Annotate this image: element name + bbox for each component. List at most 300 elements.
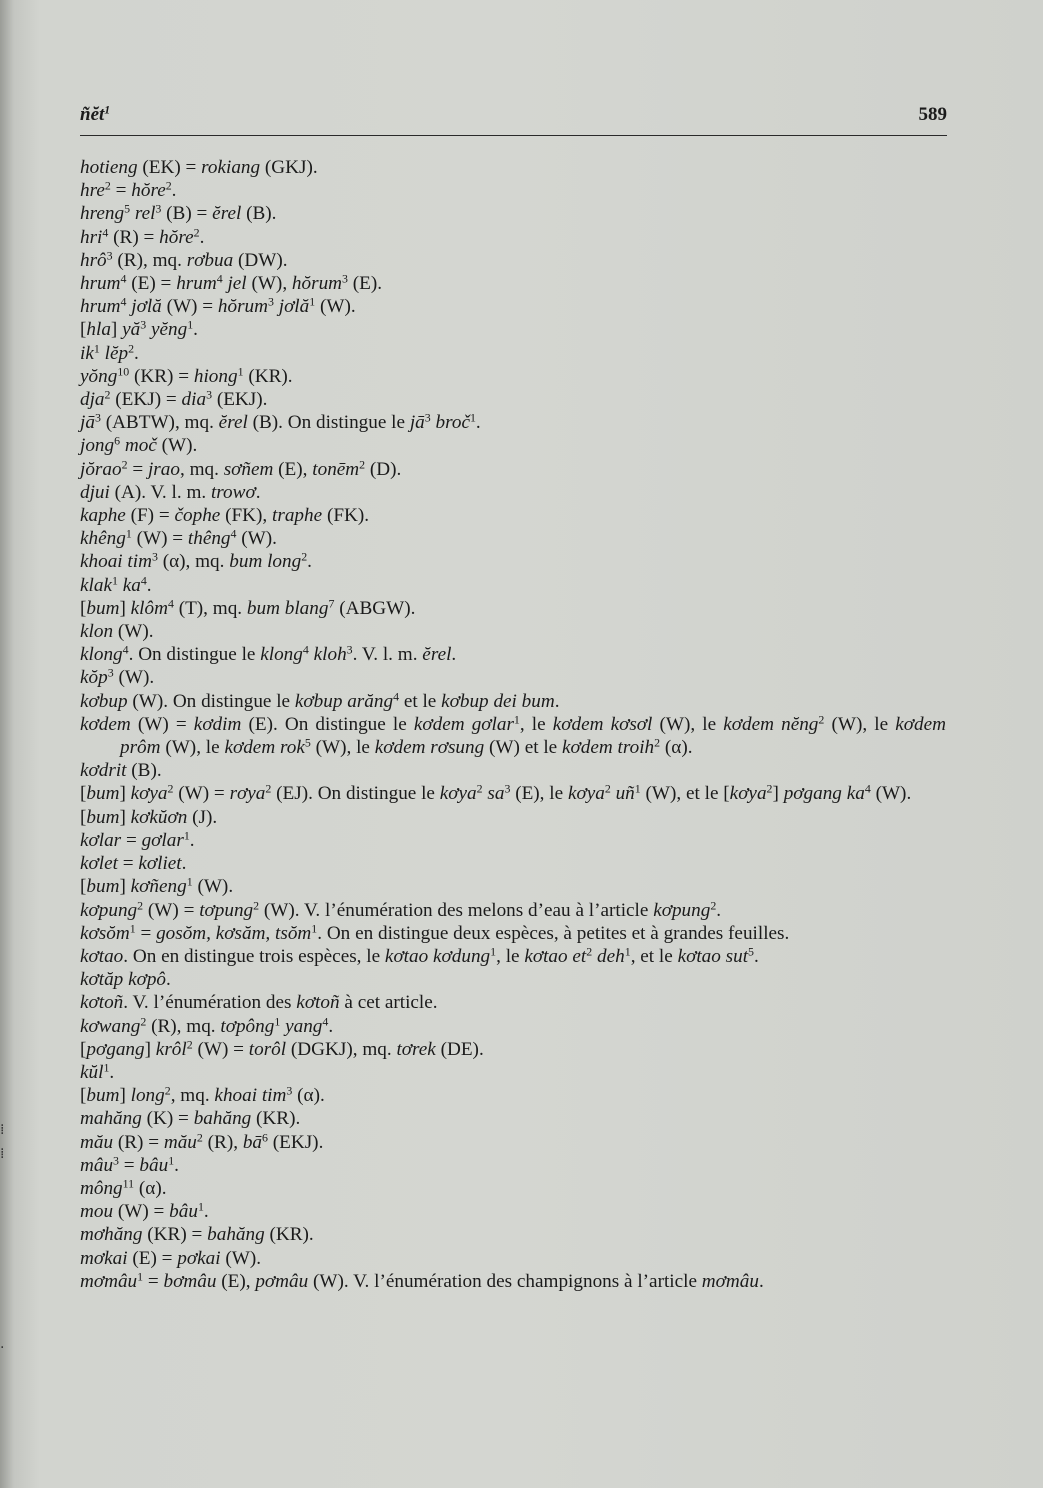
homonym-number: 3 bbox=[267, 294, 274, 309]
entry-term: kơya bbox=[729, 783, 767, 805]
entry-term: rơbua bbox=[186, 249, 234, 271]
entry-text: (A). V. l. m. bbox=[109, 481, 211, 503]
entry-text: (E), bbox=[216, 1270, 256, 1292]
homonym-number: 4 bbox=[322, 1013, 329, 1028]
entry-term: kơbup bbox=[80, 690, 128, 712]
entry-term: bum long bbox=[229, 551, 302, 573]
homonym-number: 2 bbox=[359, 457, 366, 472]
homonym-number: 4 bbox=[302, 642, 309, 657]
entry-term: pơmâu bbox=[255, 1270, 309, 1292]
entry-text: . bbox=[171, 180, 177, 202]
homonym-number: 1 bbox=[490, 944, 497, 959]
entry-term: sơñem bbox=[223, 458, 274, 480]
entry-text: . bbox=[109, 1061, 115, 1083]
dictionary-entry bbox=[80, 179, 946, 202]
entry-term: bum bbox=[86, 597, 120, 619]
page-number: 589 bbox=[918, 104, 947, 125]
entry-term: kơpung bbox=[653, 899, 711, 921]
dictionary-entry bbox=[80, 550, 946, 573]
entry-term: mơmâu bbox=[80, 1270, 138, 1292]
entry-term: kơlet bbox=[80, 853, 118, 875]
entry-text: . bbox=[475, 412, 481, 434]
entry-text: . bbox=[307, 551, 312, 573]
entry-text: (W). bbox=[870, 783, 912, 805]
homonym-number: 3 bbox=[342, 271, 348, 286]
entry-text: ] bbox=[119, 876, 131, 898]
entry-text: (KR) = bbox=[142, 1224, 208, 1246]
entry-text: (E), bbox=[273, 458, 313, 480]
entry-text: (W). bbox=[315, 296, 356, 318]
entry-text: ] bbox=[110, 319, 123, 341]
entry-term: tơpung bbox=[199, 899, 254, 921]
entry-text: (R) = bbox=[108, 226, 160, 248]
homonym-number: 1 bbox=[103, 1060, 110, 1075]
entry-term: bâu bbox=[169, 1201, 198, 1223]
entry-term: kơya bbox=[130, 783, 168, 805]
homonym-number: 3 bbox=[151, 549, 158, 564]
entry-text: (W), et le [ bbox=[640, 783, 730, 805]
entry-text: (E) = bbox=[126, 273, 177, 295]
entry-text: = bbox=[127, 458, 148, 480]
entry-text: (KR) = bbox=[129, 365, 194, 387]
entry-term: kơbup dei bum bbox=[441, 690, 555, 712]
entry-term: kơpung bbox=[80, 899, 138, 921]
entry-text: = bbox=[117, 853, 139, 875]
entry-term: traphe bbox=[272, 505, 323, 527]
entry-term: klong bbox=[260, 644, 303, 666]
entry-text: (KR). bbox=[264, 1224, 314, 1246]
homonym-number: 4 bbox=[393, 689, 400, 704]
entry-text: . bbox=[554, 690, 560, 712]
homonym-number: 2 bbox=[186, 1037, 193, 1052]
homonym-number: 5 bbox=[304, 735, 311, 750]
entry-term: yang bbox=[285, 1015, 323, 1037]
entry-text: [ bbox=[80, 597, 87, 619]
entry-text: (E). bbox=[347, 273, 383, 295]
entry-text: (ABTW), mq. bbox=[100, 412, 219, 434]
entry-text: (W). On distingue le bbox=[127, 690, 295, 712]
entry-text: . V. l’énumération des bbox=[123, 992, 297, 1014]
entry-term: kơdrit bbox=[80, 760, 127, 782]
margin-mark: ⁞ bbox=[0, 1146, 5, 1162]
entry-text: , le bbox=[496, 945, 525, 967]
entry-term: bum bbox=[86, 876, 120, 898]
homonym-number: 1 bbox=[129, 921, 136, 936]
entry-term: kơkŭơn bbox=[130, 806, 188, 828]
entry-term: kŭl bbox=[80, 1061, 104, 1083]
entry-term: ĕrel bbox=[212, 203, 242, 225]
entry-term: pơgang bbox=[86, 1038, 145, 1060]
entry-text: (α). bbox=[660, 737, 693, 759]
dictionary-entry bbox=[80, 527, 946, 550]
entry-term: hotieng bbox=[80, 157, 138, 178]
entry-term: hreng bbox=[80, 203, 125, 225]
entry-text: (W), bbox=[246, 273, 292, 295]
entry-term: tơpông bbox=[220, 1015, 275, 1037]
entry-text: = bbox=[135, 922, 157, 944]
entry-text: (W) = bbox=[192, 1038, 249, 1060]
homonym-number: 2 bbox=[766, 781, 773, 796]
homonym-number: 1 bbox=[197, 1199, 204, 1214]
entry-text: (α). bbox=[292, 1085, 325, 1107]
homonym-number: 2 bbox=[165, 178, 172, 193]
entry-term: kơsŏm bbox=[80, 922, 130, 944]
homonym-number: 1 bbox=[168, 1153, 175, 1168]
entry-text: (D). bbox=[365, 458, 402, 480]
entry-text: . bbox=[134, 342, 139, 364]
entry-term: kơtăp kơpô bbox=[80, 969, 167, 991]
entry-text: (EKJ). bbox=[212, 389, 268, 411]
homonym-number: 2 bbox=[167, 781, 174, 796]
homonym-number: 1 bbox=[634, 781, 641, 796]
homonym-number: 1 bbox=[309, 294, 316, 309]
dictionary-entry bbox=[80, 1247, 946, 1270]
entry-text: (B). On distingue le bbox=[247, 412, 410, 434]
homonym-number: 1 bbox=[237, 364, 244, 379]
entry-text: (KR). bbox=[251, 1108, 301, 1130]
entry-text: (EJ). On distingue le bbox=[271, 783, 440, 805]
entry-text: (F) = bbox=[125, 505, 175, 527]
homonym-number: 4 bbox=[230, 526, 237, 541]
entry-text: . bbox=[166, 969, 171, 991]
dictionary-entry bbox=[80, 458, 946, 481]
entry-term: pơkai bbox=[177, 1247, 221, 1269]
dictionary-entry bbox=[80, 945, 946, 968]
homonym-number: 2 bbox=[104, 387, 111, 402]
dictionary-entry bbox=[80, 411, 946, 434]
entry-text: (α), mq. bbox=[157, 551, 230, 573]
dictionary-entry bbox=[80, 202, 946, 225]
entry-term: kơdem kơsơl bbox=[552, 713, 653, 735]
entry-term: kơtao sut bbox=[677, 945, 749, 967]
entry-text: = bbox=[110, 180, 132, 202]
dictionary-entry bbox=[80, 504, 946, 527]
homonym-number: 4 bbox=[120, 271, 127, 286]
entry-text: [ bbox=[80, 783, 87, 805]
entry-term: ĕrel bbox=[218, 412, 248, 434]
entry-term: mông bbox=[80, 1177, 123, 1199]
dictionary-entry bbox=[80, 481, 946, 504]
entry-text: (W) = bbox=[130, 713, 194, 735]
homonym-number: 11 bbox=[122, 1176, 135, 1191]
entry-text: (E). On distingue le bbox=[241, 713, 414, 735]
homonym-number: 1 bbox=[311, 921, 318, 936]
entry-text: (GKJ). bbox=[260, 157, 318, 178]
dictionary-entry bbox=[80, 249, 946, 272]
entry-text: (EKJ) = bbox=[110, 389, 182, 411]
header-headword: ñĕt$^1$ bbox=[80, 103, 111, 125]
entry-text: (W) = bbox=[113, 1201, 170, 1223]
homonym-number: 2 bbox=[128, 341, 135, 356]
homonym-number: 1 bbox=[93, 341, 100, 356]
homonym-number: 5 bbox=[748, 944, 754, 959]
entry-text: ] bbox=[119, 783, 131, 805]
entry-term: bum bbox=[86, 1085, 120, 1107]
homonym-number: 1 bbox=[469, 410, 476, 425]
homonym-number: 1 bbox=[183, 828, 190, 843]
dictionary-entry bbox=[80, 365, 946, 388]
dictionary-entry bbox=[80, 782, 946, 805]
dictionary-entry bbox=[80, 156, 946, 179]
entry-text: (W), le bbox=[160, 737, 225, 759]
entry-term: khoai tim bbox=[80, 551, 152, 573]
entry-term: kơlar bbox=[80, 829, 122, 851]
entry-text: . bbox=[174, 1154, 179, 1176]
entry-text: (B). bbox=[241, 203, 277, 225]
entry-text: (FK), bbox=[220, 505, 273, 527]
homonym-number: 2 bbox=[710, 897, 717, 912]
entry-term: hrum bbox=[176, 273, 217, 295]
entry-text: ] bbox=[144, 1038, 156, 1060]
entry-text: [ bbox=[80, 806, 87, 828]
entry-term: kơñeng bbox=[130, 876, 187, 898]
dictionary-entry bbox=[80, 1270, 946, 1293]
dictionary-entry bbox=[80, 1084, 946, 1107]
entry-term: sa bbox=[487, 783, 505, 805]
entry-text: (EK) = bbox=[137, 157, 202, 178]
homonym-number: 3 bbox=[140, 317, 147, 332]
homonym-number: 3 bbox=[504, 781, 511, 796]
entry-text: , mq. bbox=[179, 458, 224, 480]
entry-term: kơwang bbox=[80, 1015, 141, 1037]
entry-term: kơdem troih bbox=[562, 737, 655, 759]
entry-term: kơtao bbox=[80, 945, 124, 967]
entry-term: hrum bbox=[80, 273, 121, 295]
homonym-number: 3 bbox=[107, 665, 114, 680]
entry-term: khêng bbox=[80, 528, 126, 550]
entry-text: (W) et le bbox=[484, 737, 562, 759]
entry-term: torôl bbox=[248, 1038, 287, 1060]
entry-term: moč bbox=[124, 435, 157, 457]
entry-term: kơdim bbox=[193, 713, 242, 735]
homonym-number: 2 bbox=[604, 781, 611, 796]
dictionary-entry bbox=[80, 759, 946, 782]
homonym-number: 2 bbox=[301, 549, 308, 564]
entry-term: ik bbox=[80, 342, 94, 364]
entry-term: hrum bbox=[80, 296, 121, 318]
dictionary-entry bbox=[80, 1107, 946, 1130]
entry-term: lĕp bbox=[104, 342, 129, 364]
dictionary-entry bbox=[80, 295, 946, 318]
homonym-number: 2 bbox=[121, 457, 128, 472]
homonym-number: 2 bbox=[586, 944, 593, 959]
entry-term: hŏre bbox=[131, 180, 166, 202]
entry-text: . On distingue le bbox=[128, 644, 261, 666]
entry-text: (W), le bbox=[652, 713, 724, 735]
dictionary-entry bbox=[80, 388, 946, 411]
entry-text: (W). bbox=[113, 667, 155, 689]
entry-term: bơmâu bbox=[163, 1270, 217, 1292]
dictionary-entry bbox=[80, 226, 946, 249]
homonym-number: 1 bbox=[137, 1269, 144, 1284]
entry-text: à cet article. bbox=[339, 992, 438, 1014]
entry-term: bum blang bbox=[246, 597, 329, 619]
entry-text: (W) = bbox=[161, 296, 218, 318]
dictionary-entry bbox=[80, 620, 946, 643]
dictionary-entry bbox=[80, 666, 946, 689]
entry-text: ] bbox=[119, 597, 131, 619]
homonym-number: 4 bbox=[120, 294, 127, 309]
entry-term: mâu bbox=[80, 1154, 114, 1176]
entry-term: thêng bbox=[187, 528, 231, 550]
entry-term: klong bbox=[80, 644, 123, 666]
homonym-number: 1 bbox=[624, 944, 631, 959]
entry-text: [ bbox=[80, 1085, 87, 1107]
entry-text: [ bbox=[80, 876, 87, 898]
entry-term: gơlar bbox=[141, 829, 184, 851]
entry-term: kaphe bbox=[80, 505, 126, 527]
entry-term: ka bbox=[122, 574, 141, 596]
entry-term: gosŏm, kơsăm, tsŏm bbox=[156, 922, 312, 944]
homonym-number: 2 bbox=[104, 178, 111, 193]
homonym-number: 4 bbox=[140, 573, 147, 588]
entry-term: mơhăng bbox=[80, 1224, 143, 1246]
entry-term: bum bbox=[86, 806, 120, 828]
entry-term: khoai tim bbox=[214, 1085, 287, 1107]
entry-term: bā bbox=[242, 1131, 262, 1153]
entry-term: mău bbox=[163, 1131, 197, 1153]
homonym-number: 1 bbox=[125, 526, 132, 541]
homonym-number: 1 bbox=[187, 317, 194, 332]
dictionary-entry bbox=[80, 1038, 946, 1061]
entry-term: bahăng bbox=[207, 1224, 265, 1246]
entry-text: = bbox=[143, 1270, 164, 1292]
dictionary-entry bbox=[80, 1177, 946, 1200]
entry-text: (W), le bbox=[824, 713, 896, 735]
entry-term: kơdem rơsung bbox=[374, 737, 485, 759]
homonym-number: 1 bbox=[513, 712, 520, 727]
homonym-number: 3 bbox=[286, 1083, 293, 1098]
entry-text: (W). bbox=[220, 1247, 262, 1269]
entry-term: jā bbox=[409, 412, 425, 434]
homonym-number: 7 bbox=[328, 596, 335, 611]
homonym-number: 1 bbox=[274, 1013, 281, 1028]
entry-term: mơkai bbox=[80, 1247, 128, 1269]
entry-term: yŏng bbox=[80, 365, 118, 387]
entry-term: trowơ bbox=[210, 481, 256, 503]
entry-term: rokiang bbox=[201, 157, 261, 178]
homonym-number: 3 bbox=[106, 248, 113, 263]
entry-term: klak bbox=[80, 574, 112, 596]
entry-text: (W), le bbox=[310, 737, 375, 759]
dictionary-entry bbox=[80, 852, 946, 875]
homonym-number: 3 bbox=[206, 387, 213, 402]
entry-term: kơtoñ bbox=[296, 992, 340, 1014]
dictionary-entry bbox=[80, 1200, 946, 1223]
homonym-number: 6 bbox=[114, 433, 121, 448]
entry-text: (W) = bbox=[173, 783, 230, 805]
entry-term: bâu bbox=[139, 1154, 169, 1176]
homonym-number: 2 bbox=[137, 897, 144, 912]
entry-text: . bbox=[181, 853, 187, 875]
homonym-number: 2 bbox=[253, 897, 260, 912]
entry-term: rel bbox=[134, 203, 156, 225]
dictionary-entry bbox=[80, 574, 946, 597]
entry-term: mơmâu bbox=[701, 1270, 759, 1292]
entry-text: = bbox=[119, 1154, 140, 1176]
entry-term: yĕng bbox=[150, 319, 188, 341]
entry-list bbox=[80, 156, 946, 1293]
homonym-number: 5 bbox=[124, 201, 131, 216]
entry-text: . bbox=[199, 226, 205, 248]
homonym-number: 3 bbox=[346, 642, 353, 657]
entry-text: (E) = bbox=[127, 1247, 178, 1269]
entry-term: tonēm bbox=[312, 458, 360, 480]
entry-text: (DW). bbox=[233, 249, 288, 271]
entry-text: ] bbox=[772, 783, 784, 805]
homonym-number: 10 bbox=[117, 364, 130, 379]
entry-term: deh bbox=[597, 945, 625, 967]
entry-text: , le bbox=[519, 713, 553, 735]
entry-text: . bbox=[451, 644, 457, 666]
entry-term: kơya bbox=[439, 783, 477, 805]
entry-term: kơtoñ bbox=[80, 992, 124, 1014]
entry-term: kơdem nĕng bbox=[723, 713, 819, 735]
entry-term: kơya bbox=[567, 783, 605, 805]
entry-text: (W). bbox=[113, 621, 154, 643]
homonym-number: 3 bbox=[424, 410, 431, 425]
entry-text: (R) = bbox=[113, 1131, 164, 1153]
entry-term: jong bbox=[80, 435, 115, 457]
entry-text: . bbox=[328, 1015, 334, 1037]
entry-text: (R), bbox=[202, 1131, 243, 1153]
entry-term: kơdem rok bbox=[224, 737, 305, 759]
dictionary-entry bbox=[80, 1154, 946, 1177]
dictionary-entry bbox=[80, 1131, 946, 1154]
entry-term: hre bbox=[80, 180, 105, 202]
homonym-number: 3 bbox=[94, 410, 101, 425]
entry-text: ] bbox=[119, 1085, 131, 1107]
entry-text: . bbox=[255, 481, 261, 503]
dictionary-entry bbox=[80, 1223, 946, 1246]
entry-term: kơdem gơlar bbox=[413, 713, 514, 735]
dictionary-entry bbox=[80, 597, 946, 620]
entry-text: . bbox=[758, 1270, 764, 1292]
homonym-number: 6 bbox=[262, 1129, 268, 1144]
entry-text: (DGKJ), mq. bbox=[286, 1038, 397, 1060]
homonym-number: 4 bbox=[102, 225, 109, 240]
dictionary-entry bbox=[80, 829, 946, 852]
homonym-number: 4 bbox=[122, 642, 129, 657]
entry-term: dia bbox=[181, 389, 207, 411]
entry-term: broč bbox=[435, 412, 470, 434]
entry-text: ] bbox=[119, 806, 131, 828]
entry-term: hri bbox=[80, 226, 103, 248]
header-rule bbox=[80, 135, 947, 136]
running-header bbox=[80, 104, 947, 128]
dictionary-entry bbox=[80, 806, 946, 829]
homonym-number: 2 bbox=[818, 712, 825, 727]
homonym-number: 4 bbox=[167, 596, 174, 611]
entry-text: . bbox=[716, 899, 722, 921]
entry-term: mou bbox=[80, 1201, 114, 1223]
entry-term: hŏrum bbox=[291, 273, 343, 295]
entry-term: hŏrum bbox=[217, 296, 268, 318]
entry-term: hla bbox=[86, 319, 111, 341]
entry-text: (K) = bbox=[141, 1108, 194, 1130]
homonym-number: 2 bbox=[476, 781, 483, 796]
entry-term: djui bbox=[80, 481, 110, 503]
homonym-number: 3 bbox=[113, 1153, 119, 1168]
entry-text: (B). bbox=[126, 760, 162, 782]
entry-term: kŏp bbox=[80, 667, 108, 689]
entry-term: bum bbox=[86, 783, 120, 805]
entry-term: tơrek bbox=[396, 1038, 436, 1060]
homonym-number: 4 bbox=[864, 781, 871, 796]
entry-term: jel bbox=[227, 273, 247, 295]
entry-term: krôl bbox=[155, 1038, 187, 1060]
dictionary-entry bbox=[80, 1015, 946, 1038]
